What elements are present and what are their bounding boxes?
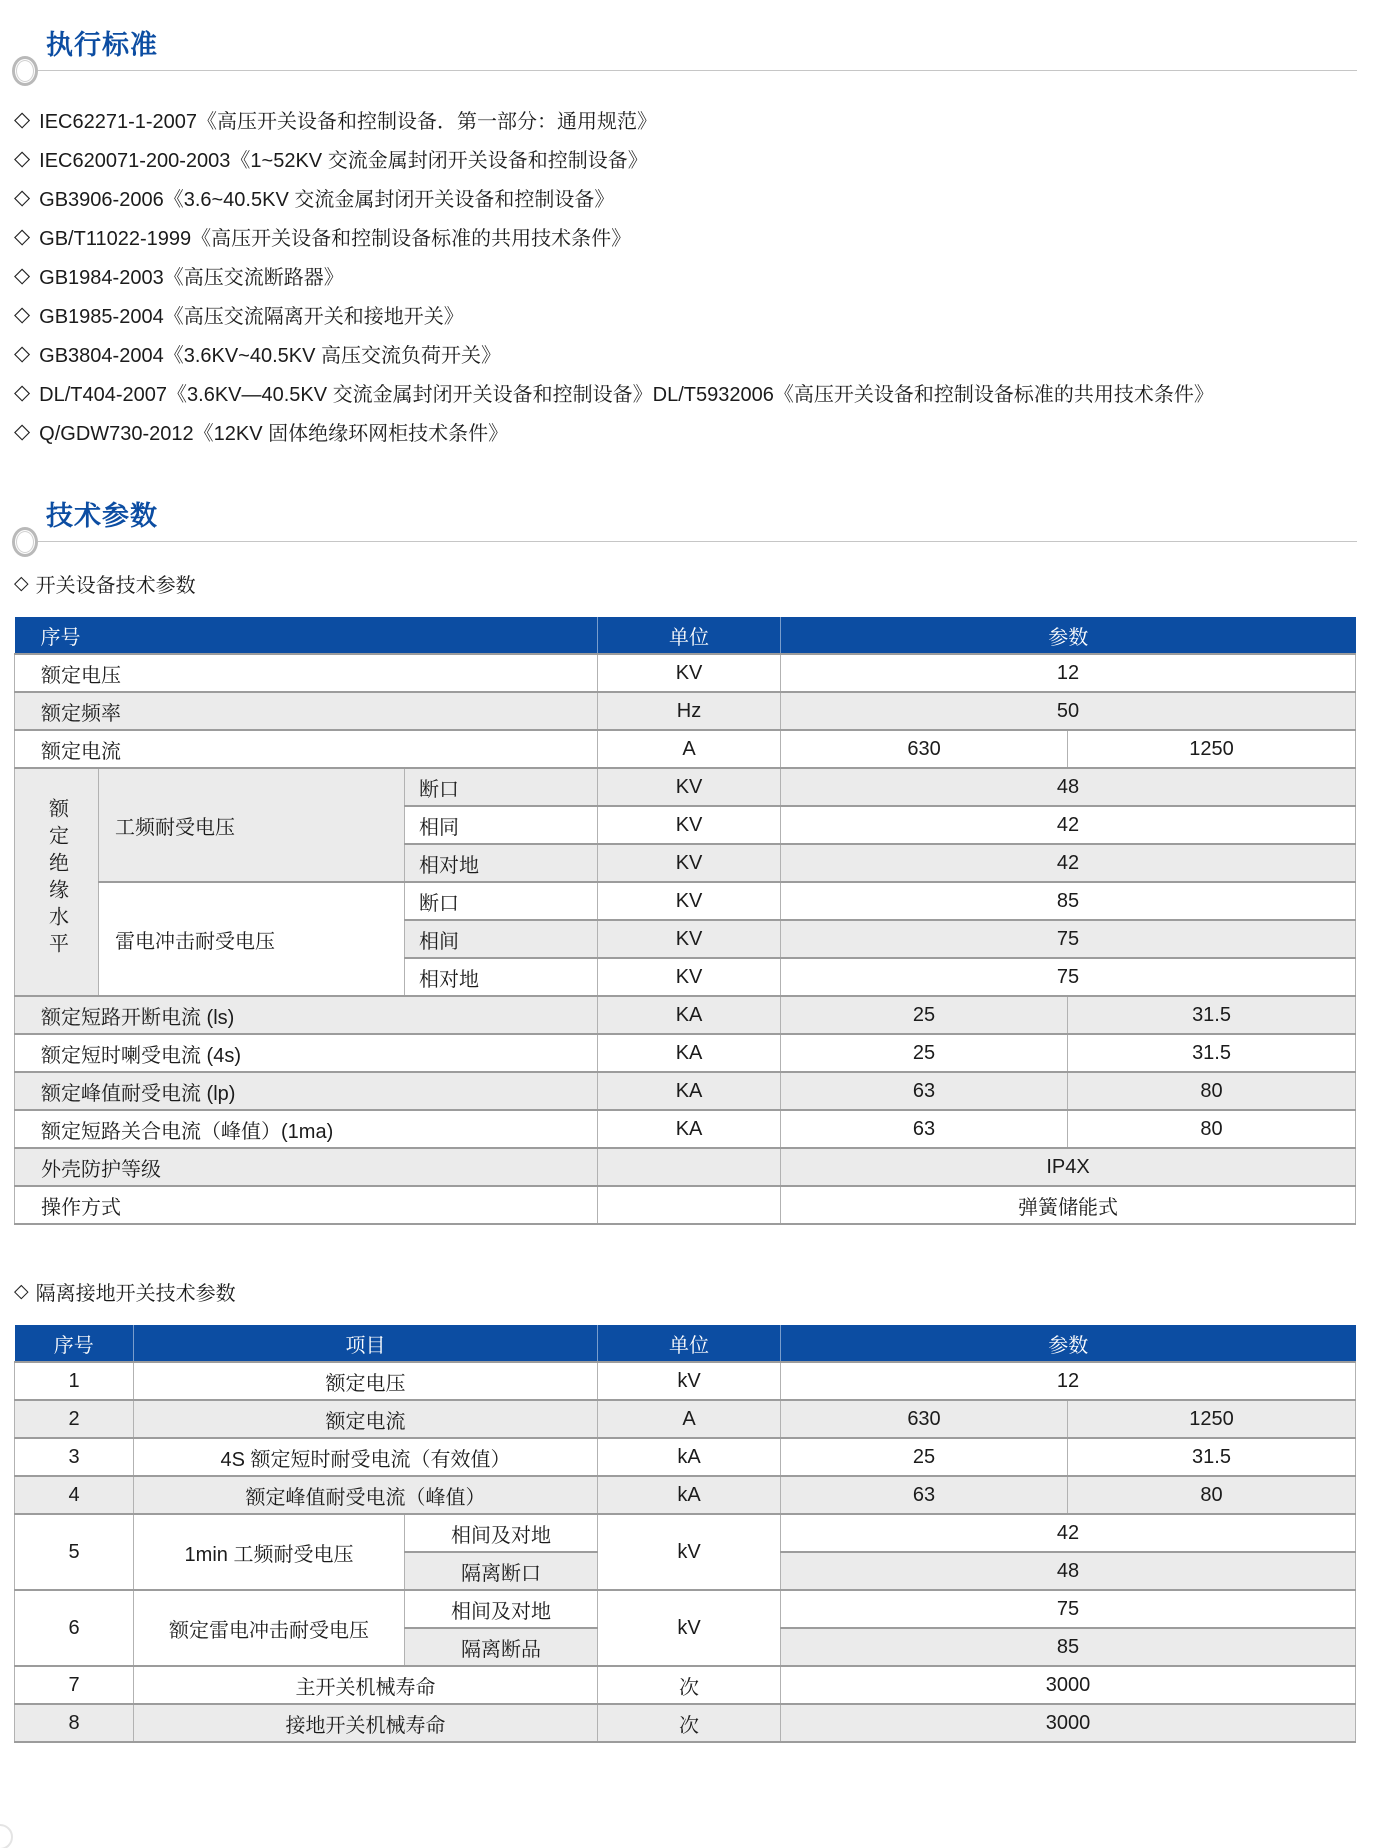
unit-cell [598, 1186, 781, 1224]
row-label-cell: 额定电流 [134, 1400, 598, 1438]
row-label-cell: 操作方式 [15, 1186, 598, 1224]
table-row [15, 1476, 1356, 1514]
standard-item [14, 334, 1359, 373]
table-row [15, 1072, 1356, 1110]
value-cell-2: 80 [1068, 1110, 1356, 1148]
standards-list [14, 100, 1359, 451]
diamond-bullet-icon: ◇ [14, 420, 31, 443]
diamond-bullet-icon: ◇ [14, 186, 31, 209]
page-corner-ring-icon [0, 1824, 13, 1848]
unit-cell: KV [598, 654, 781, 692]
value-cell: 85 [781, 1628, 1356, 1666]
header-item: 项目 [134, 1325, 598, 1362]
standards-section [0, 28, 1373, 451]
table-row [15, 1186, 1356, 1224]
table-row [15, 1704, 1356, 1742]
no-cell: 7 [15, 1666, 134, 1704]
table-row [15, 692, 1356, 730]
unit-cell: kV [598, 1590, 781, 1666]
row-label-cell: 4S 额定短时耐受电流（有效值） [134, 1438, 598, 1476]
table-row [15, 1148, 1356, 1186]
ring-icon [12, 56, 38, 86]
header-unit: 单位 [598, 617, 781, 654]
switchgear-params-table [14, 617, 1356, 1225]
value-cell: 42 [781, 844, 1356, 882]
standard-text: IEC62271-1-2007《高压开关设备和控制设备．第一部分：通用规范》 [39, 111, 658, 133]
unit-cell: KV [598, 844, 781, 882]
unit-cell: KA [598, 996, 781, 1034]
table-row [15, 1034, 1356, 1072]
no-cell: 5 [15, 1514, 134, 1590]
table-row [15, 654, 1356, 692]
row-label-cell: 额定短时喇受电流 (4s) [15, 1034, 598, 1072]
table-row [15, 1438, 1356, 1476]
group-label-cell: 工频耐受电压 [99, 768, 405, 882]
diamond-bullet-icon: ◇ [14, 1280, 29, 1302]
unit-cell: KV [598, 768, 781, 806]
value-cell: 3000 [781, 1704, 1356, 1742]
unit-cell: KV [598, 806, 781, 844]
no-cell: 1 [15, 1362, 134, 1400]
diamond-bullet-icon: ◇ [14, 381, 31, 404]
divider-line [38, 541, 1357, 542]
diamond-bullet-icon: ◇ [14, 108, 31, 131]
unit-cell: KV [598, 920, 781, 958]
sub-item-cell: 相间 [405, 920, 598, 958]
no-cell: 3 [15, 1438, 134, 1476]
value-cell: 42 [781, 806, 1356, 844]
value-cell-1: 63 [781, 1072, 1068, 1110]
header-unit: 单位 [598, 1325, 781, 1362]
diamond-bullet-icon: ◇ [14, 225, 31, 248]
unit-cell: KA [598, 1110, 781, 1148]
group-label-cell: 雷电冲击耐受电压 [99, 882, 405, 996]
unit-cell: Hz [598, 692, 781, 730]
standard-item [14, 295, 1359, 334]
value-cell: 弹簧储能式 [781, 1186, 1356, 1224]
value-cell: 75 [781, 958, 1356, 996]
value-cell-1: 63 [781, 1110, 1068, 1148]
value-cell-1: 25 [781, 996, 1068, 1034]
sub-item-cell: 相对地 [405, 958, 598, 996]
value-cell-2: 31.5 [1068, 1034, 1356, 1072]
standards-title: 执行标准 [46, 30, 158, 60]
header-param: 参数 [781, 617, 1356, 654]
unit-cell: kA [598, 1476, 781, 1514]
diamond-bullet-icon: ◇ [14, 342, 31, 365]
table-row [15, 1110, 1356, 1148]
table-header-row [15, 617, 1356, 654]
value-cell: 85 [781, 882, 1356, 920]
value-cell-2: 1250 [1068, 730, 1356, 768]
row-label-cell: 额定峰值耐受电流 (lp) [15, 1072, 598, 1110]
unit-cell: KV [598, 882, 781, 920]
no-cell: 6 [15, 1590, 134, 1666]
row-label-cell: 额定电流 [15, 730, 598, 768]
parameters-divider [10, 527, 1357, 557]
subtitle-text: 隔离接地开关技术参数 [35, 1282, 236, 1305]
sub-item-cell: 隔离断品 [405, 1628, 598, 1666]
row-label-cell: 主开关机械寿命 [134, 1666, 598, 1704]
value-cell: 48 [781, 768, 1356, 806]
standard-item [14, 412, 1359, 451]
sub-item-cell: 断口 [405, 768, 598, 806]
unit-cell: KV [598, 958, 781, 996]
value-cell-1: 25 [781, 1034, 1068, 1072]
standard-item [14, 100, 1359, 139]
sub-item-cell: 相同 [405, 806, 598, 844]
unit-cell: kV [598, 1362, 781, 1400]
group-label-cell: 额定雷电冲击耐受电压 [134, 1590, 405, 1666]
value-cell-2: 31.5 [1068, 996, 1356, 1034]
table-row [15, 730, 1356, 768]
standard-item [14, 217, 1359, 256]
standard-text: GB1984-2003《高压交流断路器》 [39, 267, 344, 289]
value-cell-1: 63 [781, 1476, 1068, 1514]
divider-line [38, 70, 1357, 71]
value-cell-2: 80 [1068, 1476, 1356, 1514]
standard-item [14, 178, 1359, 217]
unit-cell: kV [598, 1514, 781, 1590]
value-cell: IP4X [781, 1148, 1356, 1186]
parameters-title: 技术参数 [46, 501, 158, 531]
unit-cell: 次 [598, 1666, 781, 1704]
row-label-cell: 额定短路开断电流 (ls) [15, 996, 598, 1034]
value-cell-1: 630 [781, 1400, 1068, 1438]
insulation-vertical-label: 额定绝缘水平 [15, 768, 99, 996]
table-row [15, 1590, 1356, 1628]
value-cell: 48 [781, 1552, 1356, 1590]
diamond-bullet-icon: ◇ [14, 264, 31, 287]
value-cell-1: 25 [781, 1438, 1068, 1476]
row-label-cell: 接地开关机械寿命 [134, 1704, 598, 1742]
unit-cell: 次 [598, 1704, 781, 1742]
diamond-bullet-icon: ◇ [14, 303, 31, 326]
subtitle-text: 开关设备技术参数 [35, 574, 196, 597]
value-cell: 3000 [781, 1666, 1356, 1704]
standard-item [14, 139, 1359, 178]
table-row [15, 996, 1356, 1034]
sub-item-cell: 相对地 [405, 844, 598, 882]
value-cell: 12 [781, 1362, 1356, 1400]
row-label-cell: 额定频率 [15, 692, 598, 730]
unit-cell: kA [598, 1438, 781, 1476]
unit-cell: KA [598, 1072, 781, 1110]
value-cell: 50 [781, 692, 1356, 730]
value-cell: 75 [781, 920, 1356, 958]
isolator-subtitle [14, 1277, 1373, 1305]
row-label-cell: 额定短路关合电流（峰值）(1ma) [15, 1110, 598, 1148]
value-cell: 42 [781, 1514, 1356, 1552]
row-label-cell: 额定电压 [134, 1362, 598, 1400]
value-cell-2: 1250 [1068, 1400, 1356, 1438]
unit-cell [598, 1148, 781, 1186]
table-row [15, 768, 1356, 806]
row-label-cell: 额定电压 [15, 654, 598, 692]
table-row [15, 1362, 1356, 1400]
value-cell: 75 [781, 1590, 1356, 1628]
unit-cell: A [598, 730, 781, 768]
sub-item-cell: 相间及对地 [405, 1514, 598, 1552]
diamond-bullet-icon: ◇ [14, 572, 29, 594]
standards-divider [10, 56, 1357, 86]
no-cell: 4 [15, 1476, 134, 1514]
standard-item [14, 373, 1359, 412]
standard-text: GB3906-2006《3.6~40.5KV 交流金属封闭开关设备和控制设备》 [39, 189, 615, 211]
row-label-cell: 外壳防护等级 [15, 1148, 598, 1186]
header-no: 序号 [15, 617, 598, 654]
value-cell: 12 [781, 654, 1356, 692]
ring-icon [12, 527, 38, 557]
isolator-params-table [14, 1325, 1356, 1743]
diamond-bullet-icon: ◇ [14, 147, 31, 170]
table-row [15, 882, 1356, 920]
standard-text: DL/T404-2007《3.6KV—40.5KV 交流金属封闭开关设备和控制设备》DL/T5932006《高压开关设备和控制设备标准的共用技术条件》 [39, 384, 1214, 406]
sub-item-cell: 隔离断口 [405, 1552, 598, 1590]
table-header-row [15, 1325, 1356, 1362]
value-cell-1: 630 [781, 730, 1068, 768]
switchgear-subtitle [14, 569, 1373, 597]
value-cell-2: 31.5 [1068, 1438, 1356, 1476]
value-cell-2: 80 [1068, 1072, 1356, 1110]
header-param: 参数 [781, 1325, 1356, 1362]
group-label-cell: 1min 工频耐受电压 [134, 1514, 405, 1590]
parameters-section [0, 499, 1373, 1743]
sub-item-cell: 断口 [405, 882, 598, 920]
table-row [15, 1666, 1356, 1704]
unit-cell: A [598, 1400, 781, 1438]
no-cell: 8 [15, 1704, 134, 1742]
table-row [15, 1514, 1356, 1552]
standard-text: GB1985-2004《高压交流隔离开关和接地开关》 [39, 306, 464, 328]
unit-cell: KA [598, 1034, 781, 1072]
header-no: 序号 [15, 1325, 134, 1362]
standard-text: IEC620071-200-2003《1~52KV 交流金属封闭开关设备和控制设备》 [39, 150, 648, 172]
sub-item-cell: 相间及对地 [405, 1590, 598, 1628]
standard-text: Q/GDW730-2012《12KV 固体绝缘环网柜技术条件》 [39, 423, 509, 445]
standard-text: GB/T11022-1999《高压开关设备和控制设备标准的共用技术条件》 [39, 228, 632, 250]
row-label-cell: 额定峰值耐受电流（峰值） [134, 1476, 598, 1514]
no-cell: 2 [15, 1400, 134, 1438]
standard-text: GB3804-2004《3.6KV~40.5KV 高压交流负荷开关》 [39, 345, 502, 367]
table-row [15, 1400, 1356, 1438]
standard-item [14, 256, 1359, 295]
